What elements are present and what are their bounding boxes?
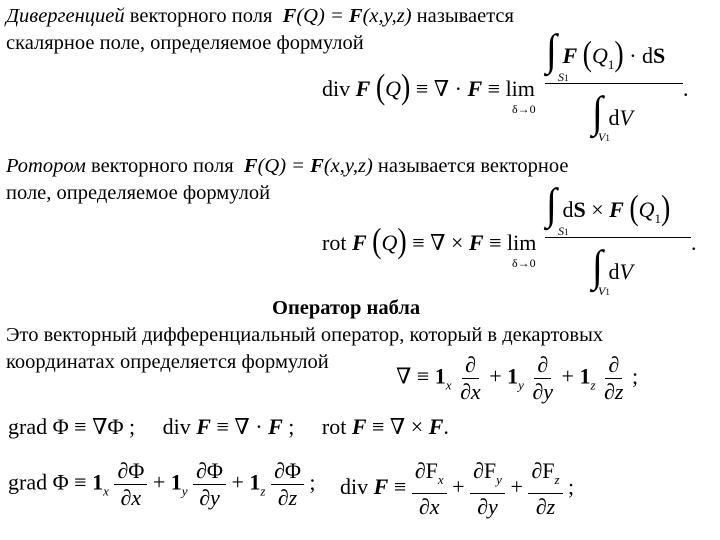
rotor-den-int-sub: V1	[598, 284, 610, 298]
rotor-formula-lhs: rot F (Q) ≡ ∇ × F ≡ lim	[322, 222, 537, 261]
divergence-formula-lhs: div F (Q) ≡ ∇ · F ≡ lim	[322, 68, 535, 107]
divergence-numerator: ∫ F $(Q_1)$ · dS	[546, 24, 666, 75]
divergence-denominator: ∫ dV	[592, 86, 633, 137]
grad-expanded-formula: grad $\Phi \equiv 1_x$ $\frac{\partial\Phi}{\partial x}$ + $1_y$ $\frac{\partial\Phi}{\partial y}$ + $1_z$ $\frac{\partial\Phi}{\partial z}$ ;	[8, 458, 316, 510]
rotor-definition-line1: Ротором векторного поля F(Q) = F(x,y,z) называется векторное	[6, 155, 569, 177]
rotor-denominator: ∫ dV	[592, 240, 633, 291]
divergence-definition-line2: скалярное поле, определяемое формулой	[6, 32, 364, 54]
nabla-line1: Это векторный дифференциальный оператор, который в декартовых	[6, 324, 604, 346]
rotor-term: Ротором	[6, 155, 86, 177]
divergence-definition-line1: Дивергенцией векторного поля F(Q) = F(x,y,z) называется	[6, 5, 514, 27]
rotor-num-int-sub: S1	[558, 224, 569, 238]
divergence-lim-sub: δ→0	[512, 102, 536, 116]
grad-definition: grad Φ ≡ ∇Φ ;	[8, 414, 136, 439]
rotor-definition-line2: поле, определяемое формулой	[6, 182, 271, 204]
rotor-lim-sub: δ→0	[512, 256, 536, 270]
divergence-den-int-sub: V1	[598, 130, 610, 144]
divergence-num-int-sub: S1	[558, 70, 569, 84]
div-expanded-formula: div F ≡ $\frac{\partial F_x}{\partial x}$ + $\frac{\partial F_y}{\partial y}$ + $\frac{\partial F_z}{\partial z}$ ;	[340, 458, 575, 519]
nabla-line2: координатах определяется формулой	[6, 351, 329, 373]
rotor-numerator: ∫ dS × F $(Q_1)$	[546, 178, 671, 229]
divergence-period: .	[683, 76, 689, 101]
rotor-period: .	[691, 230, 697, 255]
nabla-formula: ∇ ≡ $1_x$ $\frac{\partial}{\partial x}$ + $1_y$ $\frac{\partial}{\partial y}$ + $1_z$ $\frac{\partial}{\partial z}$ ;	[396, 352, 639, 404]
summary-formulas: grad Φ ≡ ∇Φ ; div F ≡ ∇ · F ; rot F ≡ ∇ × F.	[8, 414, 449, 439]
nabla-heading: Оператор набла	[272, 297, 421, 319]
rotor-fraction-bar	[545, 237, 691, 238]
divergence-fraction-bar	[545, 83, 683, 84]
divergence-term: Дивергенцией	[6, 5, 125, 27]
